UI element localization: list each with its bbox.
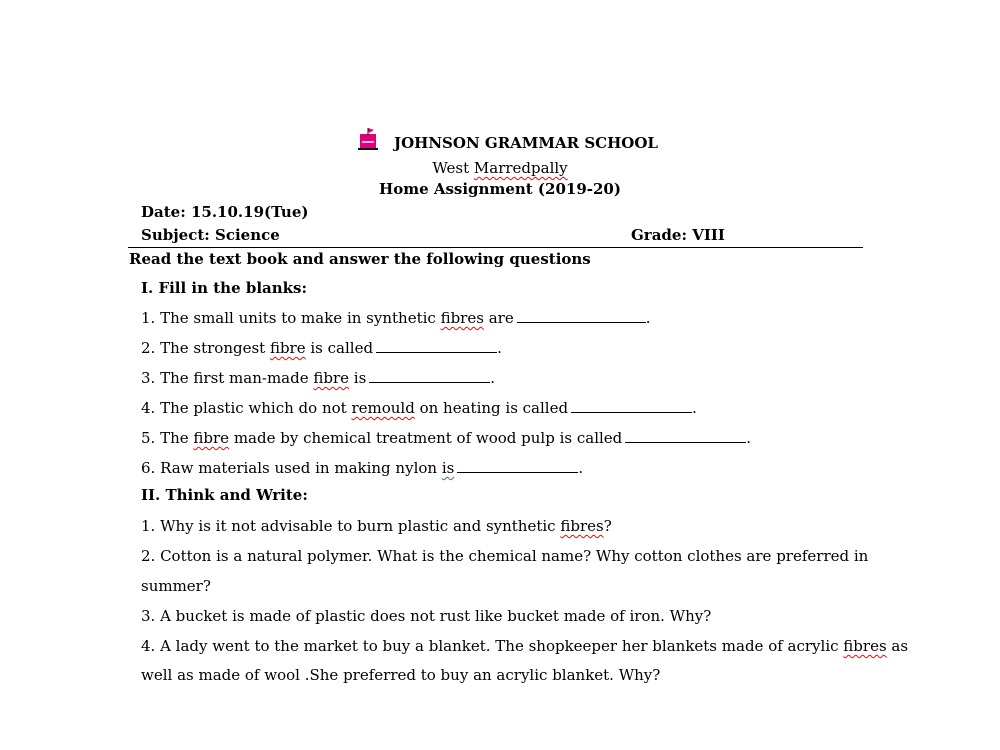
fill-question-2: [141, 339, 502, 357]
section1-heading: I. Fill in the blanks:: [141, 279, 308, 297]
q-text: 4. The plastic which do not: [141, 399, 352, 417]
think-question-2-line2: summer?: [141, 577, 211, 595]
q-text: 4. A lady went to the market to buy a blanket. The shopkeeper her blankets made of acrylic: [141, 637, 844, 655]
q-text: made by chemical treatment of wood pulp is called: [229, 429, 623, 447]
school-logo-icon: [358, 127, 380, 151]
answer-blank: [571, 402, 692, 413]
grade-label: Grade: VIII: [631, 226, 725, 244]
think-question-1: [141, 517, 612, 535]
q-period: .: [692, 399, 697, 417]
q-term: is: [441, 459, 455, 477]
q-period: .: [645, 309, 651, 327]
q-text: 1. Why is it not advisable to burn plastic and synthetic: [141, 517, 561, 535]
q-text: 6. Raw materials used in making nylon: [141, 459, 442, 477]
q-text: is called: [305, 339, 374, 357]
q-text: as: [886, 637, 909, 655]
q-period: .: [746, 429, 752, 447]
subject-label: Subject: Science: [141, 226, 280, 244]
fill-question-1: [141, 309, 650, 327]
q-term: fibre: [193, 429, 230, 447]
assignment-date: Date: 15.10.19(Tue): [141, 203, 309, 221]
q-text: is: [349, 369, 367, 387]
think-question-4-line2: well as made of wool .She preferred to buy an acrylic blanket. Why?: [141, 666, 661, 684]
header-divider: [128, 247, 863, 248]
q-period: .: [490, 369, 496, 387]
q-text: are: [483, 309, 514, 327]
q-term: fibres: [440, 309, 484, 327]
q-text: on heating is called: [414, 399, 569, 417]
q-text: 2. The strongest: [141, 339, 270, 357]
q-term: fibres: [560, 517, 604, 535]
location-prefix: West: [432, 159, 474, 177]
answer-blank: [369, 372, 490, 383]
q-period: .: [497, 339, 502, 357]
q-term: fibre: [313, 369, 350, 387]
q-term: fibre: [269, 339, 306, 357]
answer-blank: [376, 342, 497, 353]
fill-question-4: [141, 399, 697, 417]
school-name: JOHNSON GRAMMAR SCHOOL: [394, 134, 658, 152]
instructions: Read the text book and answer the following questions: [129, 250, 591, 268]
location-name: Marredpally: [473, 159, 568, 177]
school-location: [0, 159, 1000, 177]
q-text: 5. The: [141, 429, 194, 447]
section2-heading: II. Think and Write:: [141, 486, 308, 504]
q-term: fibres: [843, 637, 887, 655]
assignment-title: Home Assignment (2019-20): [379, 180, 621, 198]
q-period: .: [578, 459, 584, 477]
think-question-4-line1: [141, 637, 908, 655]
answer-blank: [625, 432, 746, 443]
q-text: ?: [603, 517, 612, 535]
answer-blank: [517, 312, 646, 323]
answer-blank: [457, 462, 578, 473]
q-text: 1. The small units to make in synthetic: [141, 309, 441, 327]
q-text: 3. The first man-made: [141, 369, 314, 387]
think-question-2-line1: 2. Cotton is a natural polymer. What is the chemical name? Why cotton clothes are preferred in: [141, 547, 869, 565]
fill-question-3: [141, 369, 495, 387]
think-question-3: 3. A bucket is made of plastic does not rust like bucket made of iron. Why?: [141, 607, 712, 625]
fill-question-6: [141, 459, 583, 477]
fill-question-5: [141, 429, 751, 447]
q-term: remould: [351, 399, 415, 417]
